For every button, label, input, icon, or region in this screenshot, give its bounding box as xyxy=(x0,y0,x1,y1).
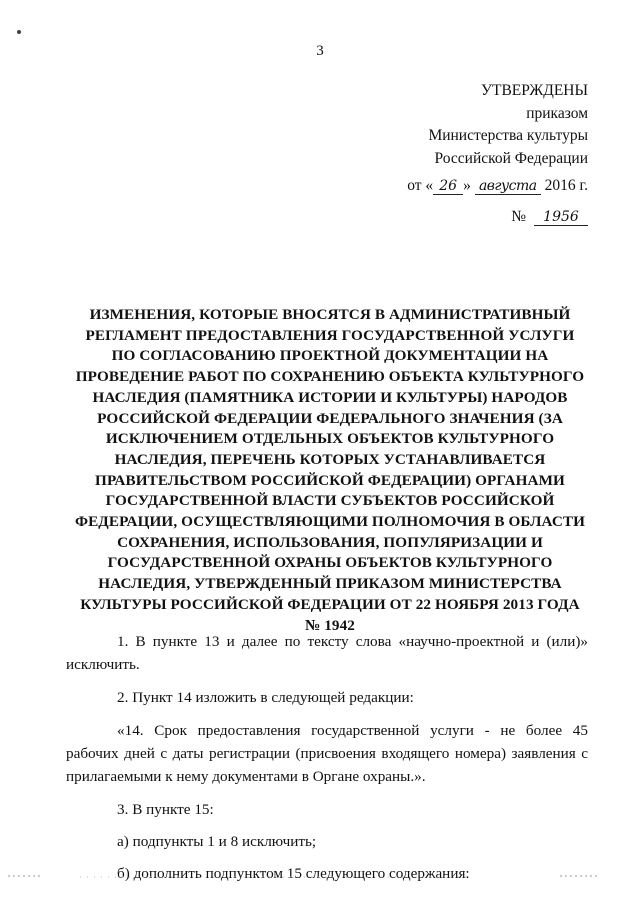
title-line: НАСЛЕДИЯ, УТВЕРЖДЕННЫЙ ПРИКАЗОМ МИНИСТЕРСТВА xyxy=(98,575,562,593)
title-line: РЕГЛАМЕНТ ПРЕДОСТАВЛЕНИЯ ГОСУДАРСТВЕННОЙ УСЛУГИ xyxy=(85,326,575,344)
approval-block xyxy=(407,80,588,229)
date-close-quote: » xyxy=(463,177,471,195)
approval-number-line xyxy=(407,206,588,229)
title-line: ГОСУДАРСТВЕННОЙ ВЛАСТИ СУБЪЕКТОВ РОССИЙСКОЙ xyxy=(105,492,555,510)
date-day-handwritten: 26 xyxy=(433,178,463,195)
title-line: ИЗМЕНЕНИЯ, КОТОРЫЕ ВНОСЯТСЯ В АДМИНИСТРАТИВНЫЙ xyxy=(89,306,571,323)
approval-country: Российской Федерации xyxy=(434,149,588,167)
document-title xyxy=(60,305,600,636)
approval-ministry: Министерства культуры xyxy=(428,127,588,145)
approval-date-line xyxy=(407,175,588,198)
title-line: НАСЛЕДИЯ, ПЕРЕЧЕНЬ КОТОРЫХ УСТАНАВЛИВАЕТСЯ xyxy=(114,450,546,468)
title-line: РОССИЙСКОЙ ФЕДЕРАЦИИ ФЕДЕРАЛЬНОГО ЗНАЧЕНИЯ (ЗА xyxy=(97,409,563,427)
paragraph-item-1: 1. В пункте 13 и далее по тексту слова «научно-проектной и (или)» исключить. xyxy=(66,633,588,673)
scan-edge-noise xyxy=(0,872,640,880)
title-line: ФЕДЕРАЦИИ, ОСУЩЕСТВЛЯЮЩИМИ ПОЛНОМОЧИЯ В ОБЛАСТИ xyxy=(74,513,586,531)
title-line: СОХРАНЕНИЯ, ИСПОЛЬЗОВАНИЯ, ПОПУЛЯРИЗАЦИИ И xyxy=(117,533,543,551)
title-line: НАСЛЕДИЯ (ПАМЯТНИКА ИСТОРИИ И КУЛЬТУРЫ) НАРОДОВ xyxy=(92,388,568,406)
page-number: 3 xyxy=(316,43,324,59)
paragraph-item-2: 2. Пункт 14 изложить в следующей редакции: xyxy=(117,689,414,706)
date-month-handwritten: августа xyxy=(475,178,541,195)
scan-dot xyxy=(17,30,21,34)
title-line: ИСКЛЮЧЕНИЕМ ОТДЕЛЬНЫХ ОБЪЕКТОВ КУЛЬТУРНОГО xyxy=(105,430,555,448)
approval-order-word: приказом xyxy=(526,104,588,122)
title-line: ПРАВИТЕЛЬСТВОМ РОССИЙСКОЙ ФЕДЕРАЦИИ) ОРГАНАМИ xyxy=(95,471,565,489)
number-label: № xyxy=(511,207,526,225)
title-line: ГОСУДАРСТВЕННОЙ ОХРАНЫ ОБЪЕКТОВ КУЛЬТУРНОГО xyxy=(107,554,553,572)
title-line: ПО СОГЛАСОВАНИЮ ПРОЕКТНОЙ ДОКУМЕНТАЦИИ НА xyxy=(111,347,549,365)
date-year: 2016 г. xyxy=(544,177,588,195)
paragraph-item-2-quote: «14. Срок предоставления государственной услуги - не более 45 рабочих дней с даты регистрации (присвоения входящего номера) заявления с прилагаемыми к нему документами в Органе охраны.». xyxy=(66,722,588,785)
date-prefix: от « xyxy=(407,177,434,195)
paragraph-item-3: 3. В пункте 15: xyxy=(117,801,214,818)
order-number-handwritten: 1956 xyxy=(534,209,588,226)
approval-heading: УТВЕРЖДЕНЫ xyxy=(481,82,588,99)
title-line: ПРОВЕДЕНИЕ РАБОТ ПО СОХРАНЕНИЮ ОБЪЕКТА КУЛЬТУРНОГО xyxy=(75,368,585,386)
title-line: КУЛЬТУРЫ РОССИЙСКОЙ ФЕДЕРАЦИИ ОТ 22 НОЯБРЯ 2013 ГОДА xyxy=(80,595,580,613)
document-body xyxy=(66,630,588,894)
title-line: № 1942 xyxy=(304,616,356,634)
paragraph-subitem-b: б) дополнить подпунктом 15 следующего содержания: xyxy=(117,865,470,882)
paragraph-subitem-a: а) подпункты 1 и 8 исключить; xyxy=(117,833,317,850)
